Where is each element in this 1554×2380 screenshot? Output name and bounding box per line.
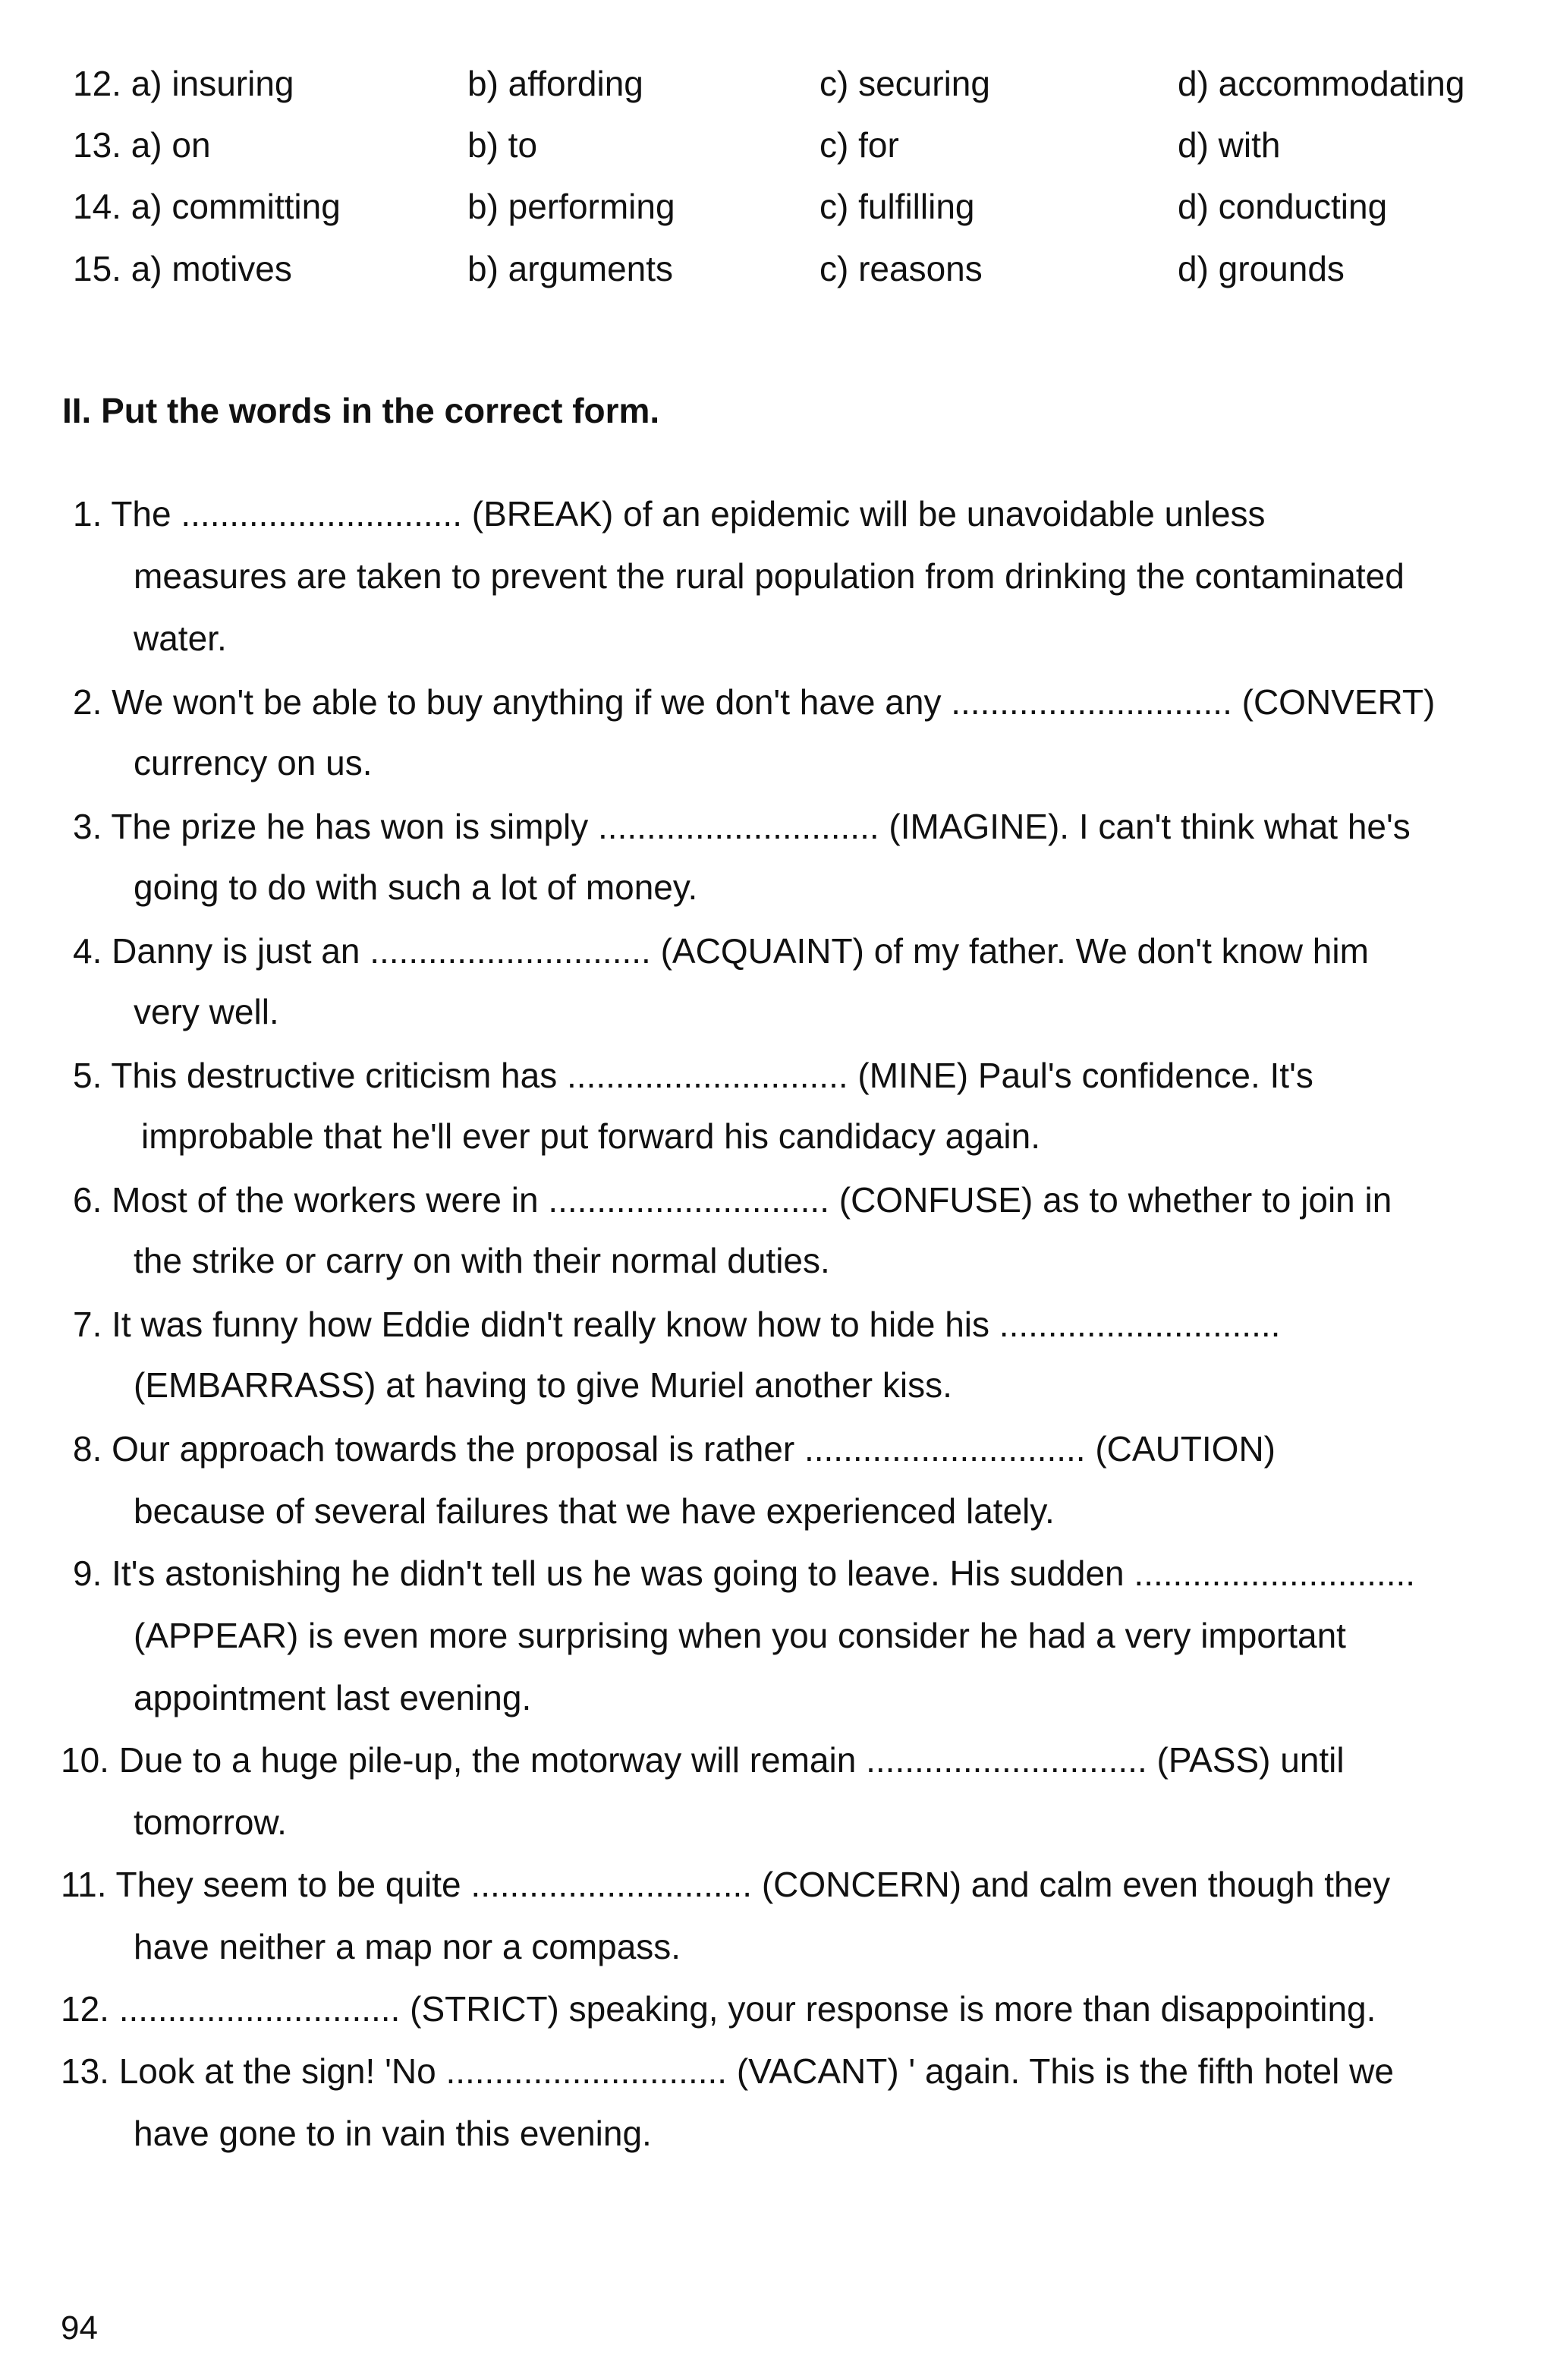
choice-row	[73, 180, 1515, 233]
exercise-line: 9. It's astonishing he didn't tell us he was going to leave. His sudden .............................	[73, 1554, 1416, 1593]
exercise-line: going to do with such a lot of money.	[134, 867, 698, 907]
option-d: d) conducting	[1178, 187, 1388, 226]
exercise-line: appointment last evening.	[134, 1678, 532, 1717]
exercise-line: 4. Danny is just an ............................. (ACQUAINT) of my father. We don't know him	[73, 931, 1369, 971]
exercise-line: 13. Look at the sign! 'No ............................. (VACANT) ' again. This is the fifth hotel we	[61, 2051, 1394, 2091]
exercise-line: have neither a map nor a compass.	[134, 1927, 681, 1966]
choice-row	[73, 57, 1515, 110]
exercise-line: because of several failures that we have experienced lately.	[134, 1491, 1055, 1531]
option-a: 14. a) committing	[73, 187, 341, 226]
exercise-line: the strike or carry on with their normal duties.	[134, 1241, 830, 1280]
choice-row	[73, 118, 1515, 172]
exercise-line: water.	[134, 619, 227, 658]
exercise-line: 6. Most of the workers were in ............................. (CONFUSE) as to whether to join in	[73, 1180, 1392, 1220]
exercise-line: tomorrow.	[134, 1802, 287, 1842]
choice-row	[73, 242, 1515, 295]
option-a: 15. a) motives	[73, 249, 292, 288]
option-b: b) to	[467, 125, 538, 165]
option-d: d) accommodating	[1178, 64, 1465, 103]
exercise-line: (EMBARRASS) at having to give Muriel another kiss.	[134, 1365, 952, 1405]
exercise-line: improbable that he'll ever put forward his candidacy again.	[141, 1116, 1041, 1156]
option-c: c) securing	[819, 64, 990, 103]
option-a: 13. a) on	[73, 125, 211, 165]
exercise-line: (APPEAR) is even more surprising when you consider he had a very important	[134, 1616, 1346, 1655]
section-heading: II. Put the words in the correct form.	[62, 391, 660, 430]
option-a: 12. a) insuring	[73, 64, 294, 103]
exercise-line: 3. The prize he has won is simply ............................. (IMAGINE). I can't think what he's	[73, 807, 1411, 846]
exercise-line: 2. We won't be able to buy anything if we don't have any ............................. (CONVERT)	[73, 682, 1436, 722]
option-c: c) for	[819, 125, 899, 165]
exercise-line: 10. Due to a huge pile-up, the motorway will remain ............................. (PASS) until	[61, 1740, 1345, 1780]
exercise-line: 8. Our approach towards the proposal is rather ............................. (CAUTION)	[73, 1429, 1276, 1469]
exercise-line: 11. They seem to be quite ............................. (CONCERN) and calm even though they	[61, 1865, 1391, 1904]
exercise-line: 7. It was funny how Eddie didn't really know how to hide his .............................	[73, 1305, 1281, 1344]
exercise-line: 1. The ............................. (BREAK) of an epidemic will be unavoidable unless	[73, 494, 1266, 534]
exercise-line: currency on us.	[134, 743, 373, 782]
exercise-line: 12. ............................. (STRICT) speaking, your response is more than disappointing.	[61, 1989, 1376, 2029]
option-d: d) with	[1178, 125, 1281, 165]
option-d: d) grounds	[1178, 249, 1345, 288]
option-c: c) reasons	[819, 249, 983, 288]
option-b: b) affording	[467, 64, 643, 103]
exercise-line: very well.	[134, 992, 279, 1031]
exercise-line: 5. This destructive criticism has ............................. (MINE) Paul's confidence. It's	[73, 1056, 1313, 1095]
option-b: b) performing	[467, 187, 675, 226]
exercise-line: measures are taken to prevent the rural population from drinking the contaminated	[134, 556, 1405, 596]
option-b: b) arguments	[467, 249, 674, 288]
option-c: c) fulfilling	[819, 187, 975, 226]
page-number: 94	[61, 2309, 98, 2347]
exercise-line: have gone to in vain this evening.	[134, 2114, 652, 2153]
